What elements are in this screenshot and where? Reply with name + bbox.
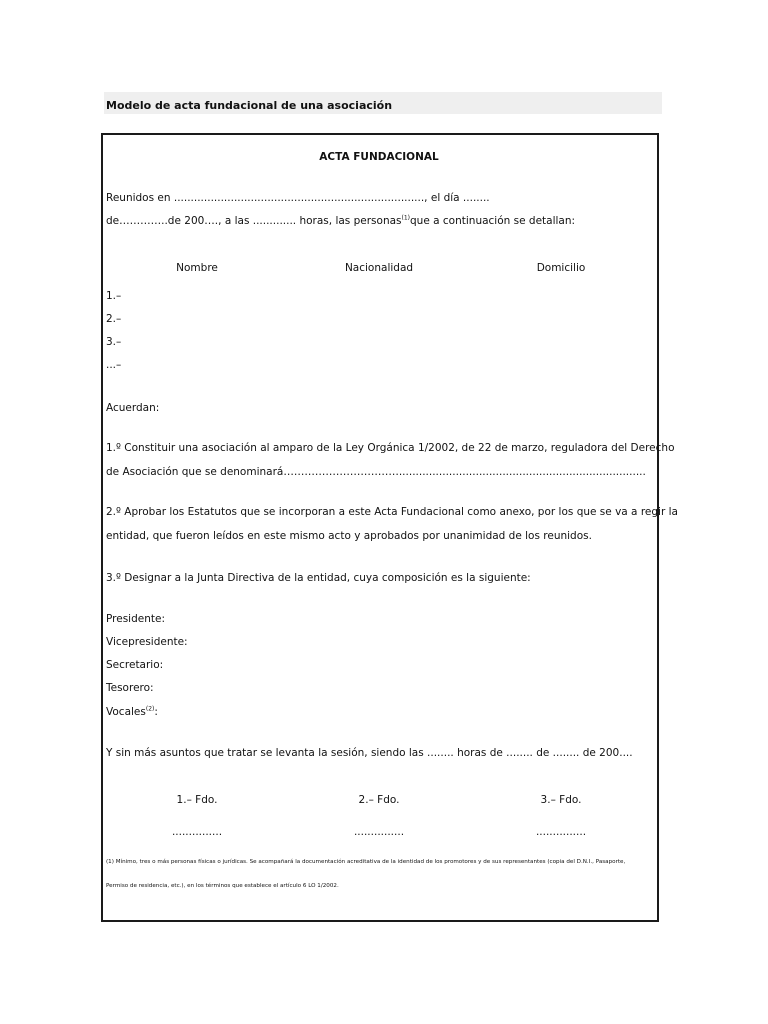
page-title: Modelo de acta fundacional de una asociación	[106, 99, 393, 112]
vocales-colon: :	[154, 706, 158, 718]
person-row: 3.–	[106, 336, 122, 348]
point-2-line-2: entidad, que fueron leídos en este mismo acto y aprobados por unanimidad de los reunidos.	[106, 530, 592, 542]
footnote-marker-1: (1)	[401, 214, 411, 222]
signature-3-dots: ...............	[535, 826, 587, 838]
closing-statement: Y sin más asuntos que tratar se levanta la sesión, siendo las ........ horas de ........ de ........ de 200....	[106, 747, 633, 759]
intro-line-2-start: de…………..de 200…., a las ............. horas, las personas	[106, 215, 402, 227]
point-1-line-2: de Asociación que se denominará……………………………..........................................................................	[106, 466, 646, 478]
signature-1-dots: ...............	[171, 826, 223, 838]
board-presidente: Presidente:	[106, 613, 165, 625]
board-tesorero: Tesorero:	[106, 682, 154, 694]
document-title: ACTA FUNDACIONAL	[319, 151, 439, 163]
acuerdan-label: Acuerdan:	[106, 402, 160, 414]
column-header-nacionalidad: Nacionalidad	[344, 262, 414, 274]
person-row: 2.–	[106, 313, 122, 325]
footnote-line-2: Permiso de residencia, etc.), en los términos que establece el artículo 6 LO 1/2002.	[106, 883, 339, 889]
person-row: 1.–	[106, 290, 122, 302]
point-2-line-1: 2.º Aprobar los Estatutos que se incorporan a este Acta Fundacional como anexo, por los que se va a regir la	[106, 506, 678, 518]
footnote-line-1: (1) Mínimo, tres o más personas físicas o jurídicas. Se acompañará la documentación acreditativa de la identidad de los promotores y de sus representantes (copia del D.N.I., Pasaporte,	[106, 859, 626, 865]
intro-line-1: Reunidos en ..........................................................................., el día ........	[106, 192, 490, 204]
column-header-domicilio: Domicilio	[536, 262, 586, 274]
person-row: ...–	[106, 359, 122, 371]
signature-2-dots: ...............	[353, 826, 405, 838]
board-vocales	[106, 705, 158, 719]
point-1-line-1: 1.º Constituir una asociación al amparo de la Ley Orgánica 1/2002, de 22 de marzo, reguladora del Derecho	[106, 442, 675, 454]
vocales-label: Vocales	[106, 706, 146, 718]
column-header-nombre: Nombre	[176, 262, 218, 274]
intro-line-2-end: que a continuación se detallan:	[410, 215, 576, 227]
board-vicepresidente: Vicepresidente:	[106, 636, 188, 648]
board-secretario: Secretario:	[106, 659, 164, 671]
signature-1-label: 1.– Fdo.	[176, 794, 218, 806]
signature-2-label: 2.– Fdo.	[358, 794, 400, 806]
intro-line-2	[106, 214, 575, 228]
point-3: 3.º Designar a la Junta Directiva de la entidad, cuya composición es la siguiente:	[106, 572, 531, 584]
signature-3-label: 3.– Fdo.	[540, 794, 582, 806]
footnote-marker-2: (2)	[145, 705, 155, 713]
